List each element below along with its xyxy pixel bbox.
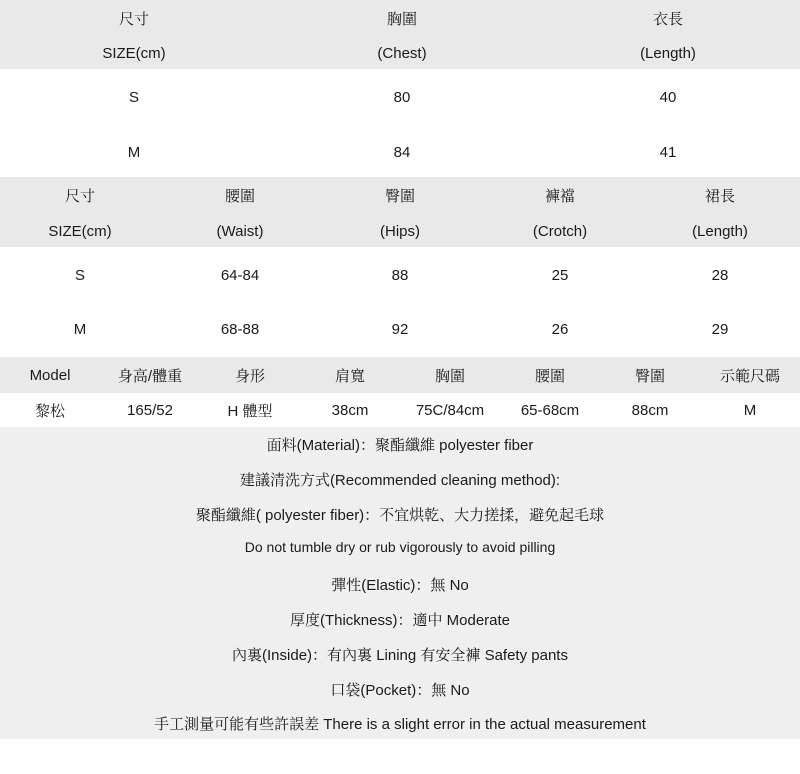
header-hips-zh: 臀圍: [384, 187, 415, 205]
bottom-table-body: [0, 247, 800, 357]
table-cell: 92: [391, 320, 409, 338]
table-cell: 41: [659, 143, 677, 161]
note-thickness: 厚度(Thickness)：適中 Moderate: [289, 612, 511, 629]
header-length-en: (Length): [640, 44, 696, 62]
table-cell: 64-84: [220, 266, 260, 284]
table-cell: 25: [551, 266, 569, 284]
model-sample-size: M: [743, 401, 757, 419]
header-body-shape: 身形: [234, 367, 265, 385]
header-length-zh: 衣長: [652, 10, 683, 28]
table-row: [0, 315, 800, 343]
header-length-en: (Length): [692, 222, 748, 240]
table-row: [0, 261, 800, 289]
table-cell: M: [73, 320, 87, 338]
header-hips: 臀圍: [634, 367, 665, 385]
model-table-header: [0, 357, 800, 393]
header-size-en: SIZE(cm): [48, 222, 112, 240]
model-waist: 65-68cm: [520, 401, 580, 419]
product-notes: [0, 427, 800, 739]
table-row: [0, 83, 800, 111]
table-cell: 29: [711, 320, 729, 338]
note-cleaning-en: Do not tumble dry or rub vigorously to avoid pilling: [244, 539, 556, 555]
note-measurement-error: 手工測量可能有些許誤差 There is a slight error in the actual measurement: [154, 716, 646, 733]
bottom-table-header: [0, 177, 800, 247]
header-hips-en: (Hips): [380, 222, 420, 240]
table-cell: 88: [391, 266, 409, 284]
header-chest-en: (Chest): [377, 44, 427, 62]
model-height-weight: 165/52: [127, 401, 173, 419]
header-chest-zh: 胸圍: [386, 10, 417, 28]
header-sample-size: 示範尺碼: [719, 367, 780, 385]
note-pocket: 口袋(Pocket)：無 No: [330, 682, 470, 699]
model-name: 黎松: [34, 402, 65, 420]
model-chest: 75C/84cm: [415, 401, 485, 419]
model-table-row: [0, 393, 800, 427]
table-cell: 28: [711, 266, 729, 284]
note-material: 面料(Material)：聚酯纖維 polyester fiber: [266, 437, 534, 454]
model-shoulder: 38cm: [331, 401, 369, 419]
table-row: [0, 393, 800, 427]
header-crotch-en: (Crotch): [532, 222, 588, 240]
top-table-body: [0, 69, 800, 177]
table-cell: 84: [393, 143, 411, 161]
header-model: Model: [29, 366, 71, 384]
model-body-shape: H 體型: [227, 402, 273, 420]
header-waist: 腰圍: [534, 367, 565, 385]
header-waist-en: (Waist): [216, 222, 264, 240]
table-cell: 80: [393, 88, 411, 106]
header-shoulder: 肩寬: [334, 367, 365, 385]
header-length-zh: 裙長: [704, 187, 735, 205]
header-size-en: SIZE(cm): [102, 44, 166, 62]
model-hips: 88cm: [631, 401, 669, 419]
table-cell: 40: [659, 88, 677, 106]
header-size-zh: 尺寸: [118, 10, 149, 28]
table-cell: M: [127, 143, 141, 161]
note-cleaning-zh: 聚酯纖維( polyester fiber)：不宜烘乾、大力搓揉，避免起毛球: [195, 507, 605, 524]
table-cell: 26: [551, 320, 569, 338]
note-inside: 內裏(Inside)：有內裏 Lining 有安全褲 Safety pants: [232, 647, 568, 664]
table-cell: 68-88: [220, 320, 260, 338]
top-table-header: [0, 0, 800, 69]
note-elastic: 彈性(Elastic)：無 No: [331, 577, 469, 594]
table-cell: S: [74, 266, 85, 284]
header-crotch-zh: 褲襠: [544, 187, 575, 205]
header-height-weight: 身高/體重: [117, 367, 183, 385]
header-waist-zh: 腰圍: [224, 187, 255, 205]
table-row: [0, 138, 800, 166]
table-cell: S: [128, 88, 139, 106]
header-chest: 胸圍: [434, 367, 465, 385]
header-size-zh: 尺寸: [64, 187, 95, 205]
note-cleaning-title: 建議清洗方式(Recommended cleaning method):: [239, 472, 561, 489]
